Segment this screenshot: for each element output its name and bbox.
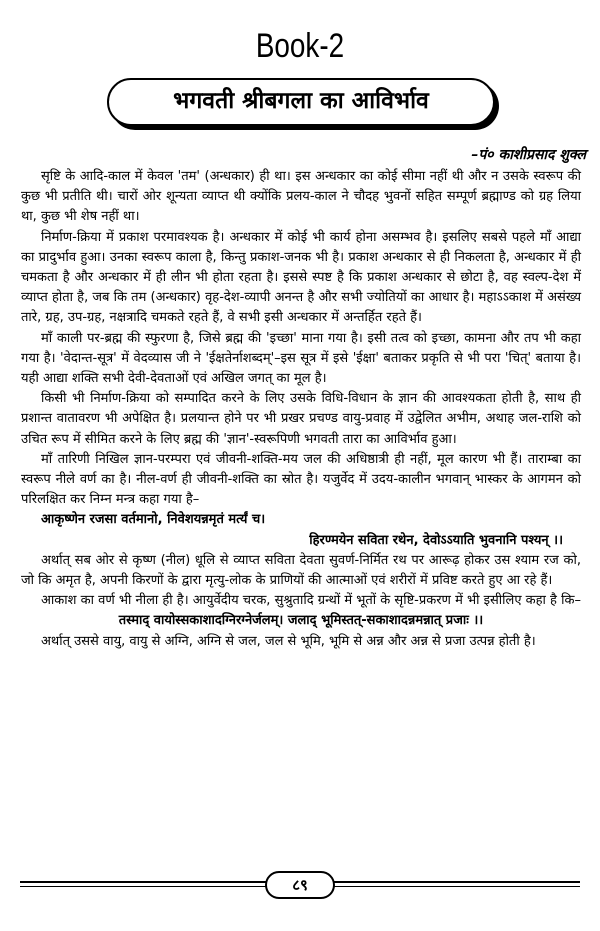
author-byline: –पं० काशीप्रसाद शुक्ल	[471, 147, 586, 163]
paragraph-1: सृष्टि के आदि-काल में केवल 'तम' (अन्धकार) ही था। इस अन्धकार का कोई सीमा नहीं थी और न उसके स्वरूप की कुछ भी प्रतीति थी। चारों ओर शून्यता व्याप्त थी क्योंकि प्रलय-काल ने चौदह भुवनों सहित सम्पूर्ण ब्रह्माण्ड को ग्रह लिया था, कुछ भी शेष नहीं था।	[21, 169, 581, 225]
page-number: ८९	[265, 871, 335, 899]
paragraph-2: निर्माण-क्रिया में प्रकाश परमावश्यक है। अन्धकार में कोई भी कार्य होना असम्भव है। इसलिए सबसे पहले माँ आद्या का प्रादुर्भाव हुआ। उनका स्वरूप काला है, किन्तु प्रकाश-जनक भी है। प्रकाश अन्धकार से ही निकलता है, अन्धकार में ही चमकता है और अन्धकार में ही लीन भी होता रहता है। इससे स्पष्ट है कि प्रकाश अन्धकार से छोटा है, वह स्वल्प-देश में व्याप्त होता है, जब कि तम (अन्धकार) वृह-देश-व्यापी अनन्त है और सभी ज्योतियों का आधार है। महाऽऽकाश में असंख्य तारे, ग्रह, उप-ग्रह, नक्षत्रादि चमकते रहते हैं, वे सभी इसी अन्धकार में अन्तर्हित रहते हैं।	[21, 229, 581, 326]
verse-1-line-1: आकृष्णेन रजसा वर्तमानो, निवेशयन्नमृतं मर्त्यं च।	[41, 512, 266, 528]
article-title: भगवती श्रीबगला का आविर्भाव	[173, 88, 429, 114]
paragraph-5: माँ तारिणी निखिल ज्ञान-परम्परा एवं जीवनी-शक्ति-मय जल की अधिष्ठात्री ही नहीं, मूल कारण भी हैं। ताराम्बा का स्वरूप नीले वर्ण का है। नील-वर्ण ही जीवनी-शक्ति का स्रोत है। यजुर्वेद में उदय-कालीन भगवान् भास्कर के आगमन को परिलक्षित कर निम्न मन्त्र कहा गया है–	[21, 451, 581, 508]
article-body	[21, 167, 581, 652]
paragraph-8: अर्थात् उससे वायु, वायु से अग्नि, अग्नि से जल, जल से भूमि, भूमि से अन्न और अन्न से प्रजा उत्पन्न होती है।	[41, 633, 536, 649]
paragraph-7: आकाश का वर्ण भी नीला ही है। आयुर्वेदीय चरक, सुश्रुतादि ग्रन्थों में भूतों के सृष्टि-प्रकरण में भी इसीलिए कहा है कि–	[41, 593, 581, 609]
verse-1-line-2: हिरण्मयेन सविता रथेन, देवोऽऽयाति भुवनानि पश्यन् ।।	[309, 532, 563, 548]
paragraph-4: किसी भी निर्माण-क्रिया को सम्पादित करने के लिए उसके विधि-विधान के ज्ञान की आवश्यकता होती है, साथ ही प्रशान्त वातावरण भी अपेक्षित है। प्रलयान्त होने पर भी प्रखर प्रचण्ड वायु-प्रवाह में उद्वेलित अभीम, अथाह जल-राशि को उचित रूप में सीमित करने के लिए ब्रह्म की 'ज्ञान'-स्वरूपिणी भगवती तारा का आविर्भाव हुआ।	[21, 391, 581, 447]
verse-2: तस्माद् वायोस्सकाशादग्निरग्नेर्जलम्। जलाद् भूमिस्तत्-सकाशादन्नमन्नात् प्रजाः ।।	[118, 613, 484, 629]
paragraph-6: अर्थात् सब ओर से कृष्ण (नील) धूलि से व्याप्त सविता देवता सुवर्ण-निर्मित रथ पर आरूढ़ होकर उस श्याम रज को, जो कि अमृत है, अपनी किरणों के द्वारा मृत्यु-लोक के प्राणियों की आत्माओं एवं शरीरों में प्रविष्ट करते हुए आ रहे हैं।	[21, 552, 581, 589]
paragraph-3: माँ काली पर-ब्रह्म की स्फुरणा है, जिसे ब्रह्म की 'इच्छा' माना गया है। इसी तत्व को इच्छा, कामना और तप भी कहा गया है। 'वेदान्त-सूत्र' में वेदव्यास जी ने 'ईक्षतेर्नाशब्दम्'–इस सूत्र में इसे 'ईक्षा' बताकर प्रकृति से भी परा 'चित्' बताया है। यही आद्या शक्ति सभी देवी-देवताओं एवं अखिल जगत् का मूल है।	[21, 330, 581, 387]
book-label: Book-2	[255, 27, 345, 65]
